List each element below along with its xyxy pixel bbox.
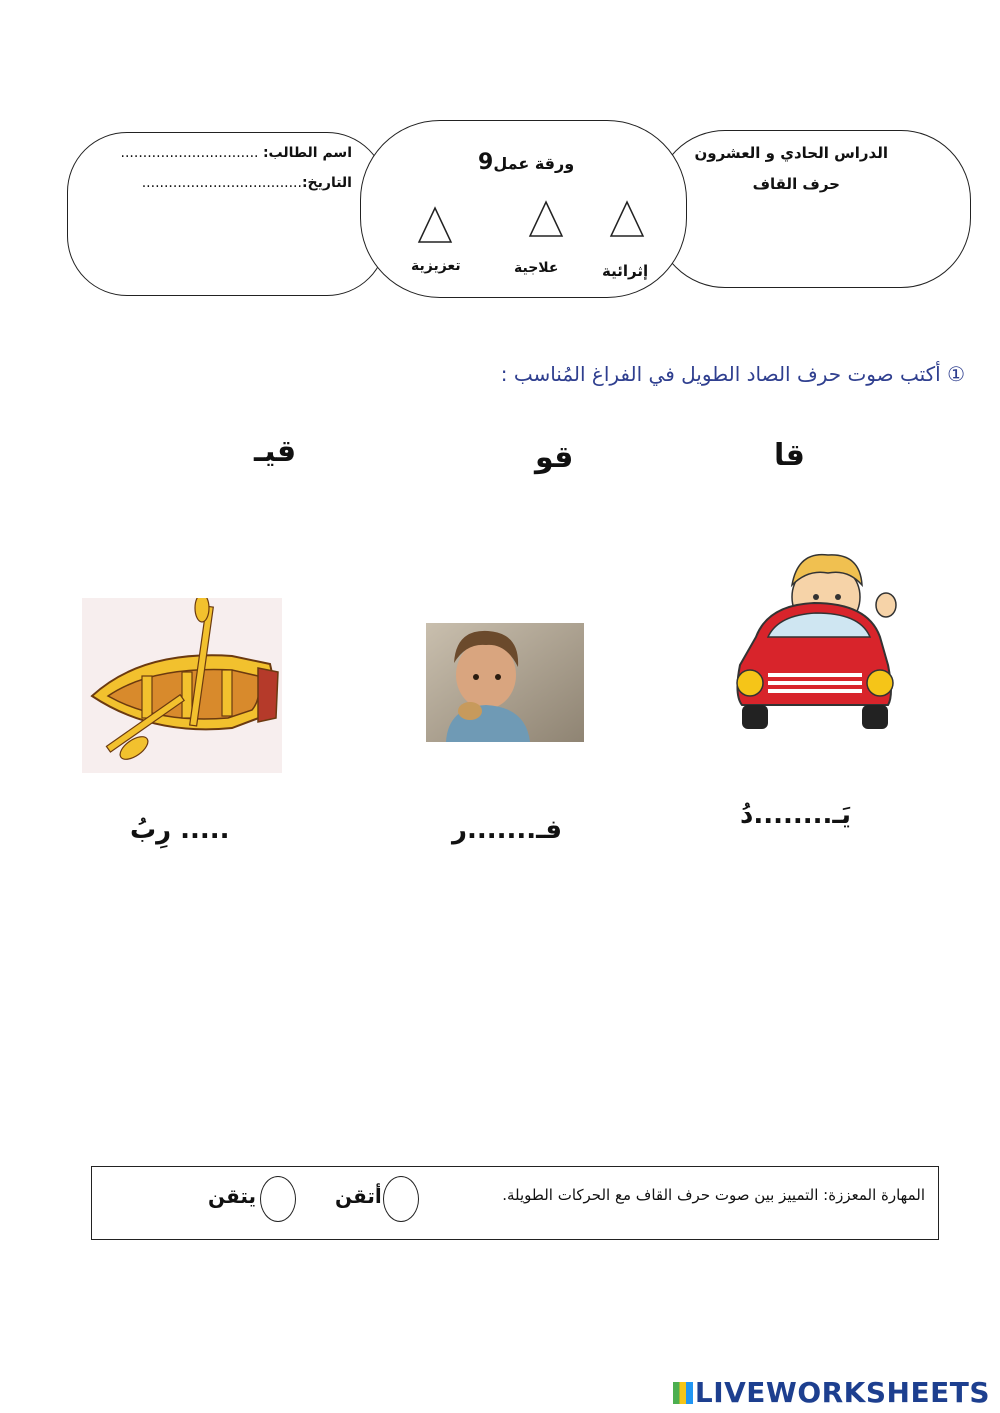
level-reinforcement: تعزيزية [411, 258, 461, 274]
syllable-qi: قيـ [254, 434, 297, 469]
date-dots: .................................... [141, 175, 302, 191]
not-mastered-label: يتقن [208, 1184, 257, 1208]
student-name-dots: ............................... [120, 145, 259, 161]
question-line [501, 362, 965, 386]
syllable-qa: قا [774, 438, 805, 473]
question-text: أكتب صوت حرف الصاد الطويل في الفراغ المُناسب : [500, 362, 941, 386]
worksheet-number: 9 [478, 150, 494, 175]
boy-driving-car-image [728, 545, 900, 735]
student-name-line[interactable] [120, 145, 352, 161]
mastered-circle[interactable] [383, 1176, 419, 1222]
syllable-qu: قو [535, 440, 574, 475]
word-faqr[interactable]: فـ.......ر [452, 815, 563, 845]
not-mastered-circle[interactable] [260, 1176, 296, 1222]
mastered-label: أتقن [335, 1184, 382, 1208]
rowing-boat-image [82, 598, 282, 773]
liveworksheets-logo [673, 1376, 990, 1409]
worksheet-title-text: ورقة عمل [493, 154, 575, 173]
lesson-title: الدراس الحادي و العشرون [694, 144, 888, 162]
word-qarib[interactable]: ..... رِبُ [130, 815, 230, 845]
level-remedial: علاجية [514, 260, 559, 276]
triangle-icon[interactable] [417, 206, 453, 244]
letter-title: حرف القاف [752, 175, 840, 193]
level-enrichment: إثرائية [602, 262, 649, 280]
date-label: التاريخ: [301, 175, 352, 191]
triangle-icon[interactable] [609, 200, 645, 238]
date-line[interactable] [120, 175, 352, 191]
logo-text: LIVEWORKSHEETS [694, 1376, 990, 1409]
child-eating-bread-image [426, 623, 584, 742]
student-name-label: اسم الطالب: [262, 145, 352, 161]
skill-text: المهارة المعززة: التمييز بين صوت حرف القاف مع الحركات الطويلة. [502, 1186, 925, 1204]
word-yaqudu[interactable]: يَـ........دُ [740, 800, 852, 830]
logo-mark-icon [673, 1382, 693, 1404]
worksheet-title [478, 150, 574, 175]
triangle-icon[interactable] [528, 200, 564, 238]
question-number: ① [947, 362, 965, 386]
